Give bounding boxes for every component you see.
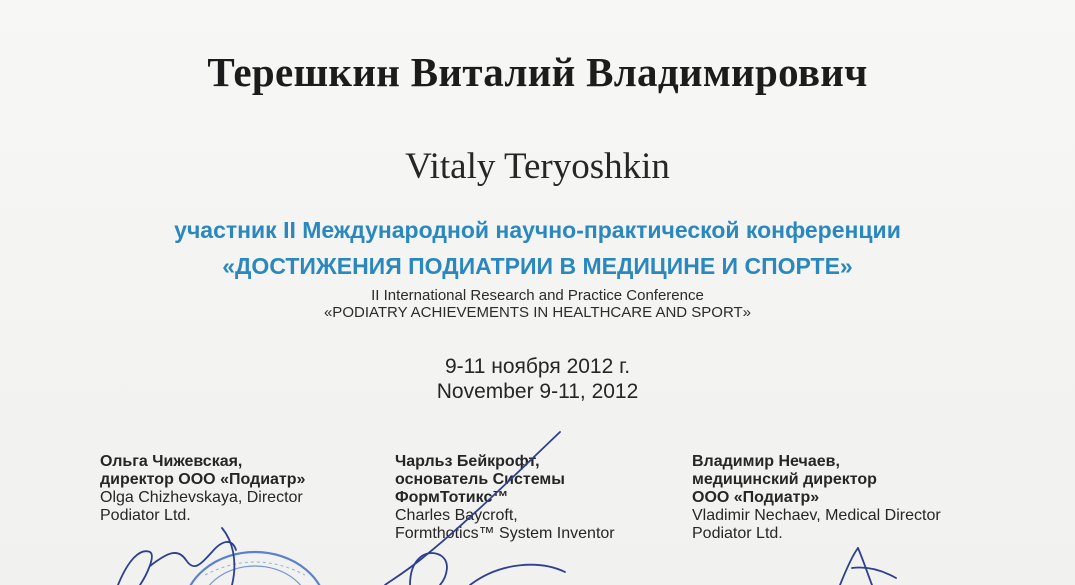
signatory-title-ru-2: ООО «Подиатр» (692, 489, 820, 506)
company-stamp (183, 552, 327, 585)
conference-title-ru-line1: участник II Международной научно-практической конференции (174, 217, 901, 243)
signature-nechaev (840, 548, 896, 585)
signatory-title-ru: директор ООО «Подиатр» (100, 471, 306, 488)
signatory-title-en: Formthotics™ System Inventor (395, 525, 615, 542)
signatory-name-ru: Владимир Нечаев, (692, 453, 840, 470)
recipient-name-en: Vitaly Teryoshkin (405, 146, 670, 187)
conference-date-ru: 9-11 ноября 2012 г. (444, 355, 631, 378)
signatory-block-nechaev (692, 453, 941, 543)
signatory-block-chizhevskaya (100, 453, 305, 525)
signatory-title-ru: медицинский директор (692, 471, 877, 488)
conference-title-en-line1: II International Research and Practice Conference (371, 287, 704, 304)
signatory-name-ru: Ольга Чижевская, (100, 453, 243, 470)
conference-title-en-line2: «PODIATRY ACHIEVEMENTS IN HEALTHCARE AND SPORT» (323, 304, 752, 321)
conference-title-ru-line2: «ДОСТИЖЕНИЯ ПОДИАТРИИ В МЕДИЦИНЕ И СПОРТЕ» (222, 253, 853, 279)
signatory-name-en: Vladimir Nechaev, Medical Director (692, 507, 941, 524)
signature-chizhevskaya (118, 528, 236, 585)
signatory-title-ru: основатель Системы (395, 471, 565, 488)
signatory-name-en: Charles Baycroft, (395, 507, 518, 524)
signatory-block-baycroft (395, 453, 615, 543)
signatory-title-en: Podiator Ltd. (100, 507, 191, 524)
signatory-name-en: Olga Chizhevskaya, Director (100, 489, 303, 506)
signatory-title-ru-2: ФормТотикс™ (395, 489, 509, 506)
recipient-name-ru: Терешкин Виталий Владимирович (207, 49, 868, 95)
conference-date-en: November 9-11, 2012 (436, 380, 639, 403)
signatory-title-en: Podiator Ltd. (692, 525, 783, 542)
signatory-name-ru: Чарльз Бейкрофт, (395, 453, 540, 470)
